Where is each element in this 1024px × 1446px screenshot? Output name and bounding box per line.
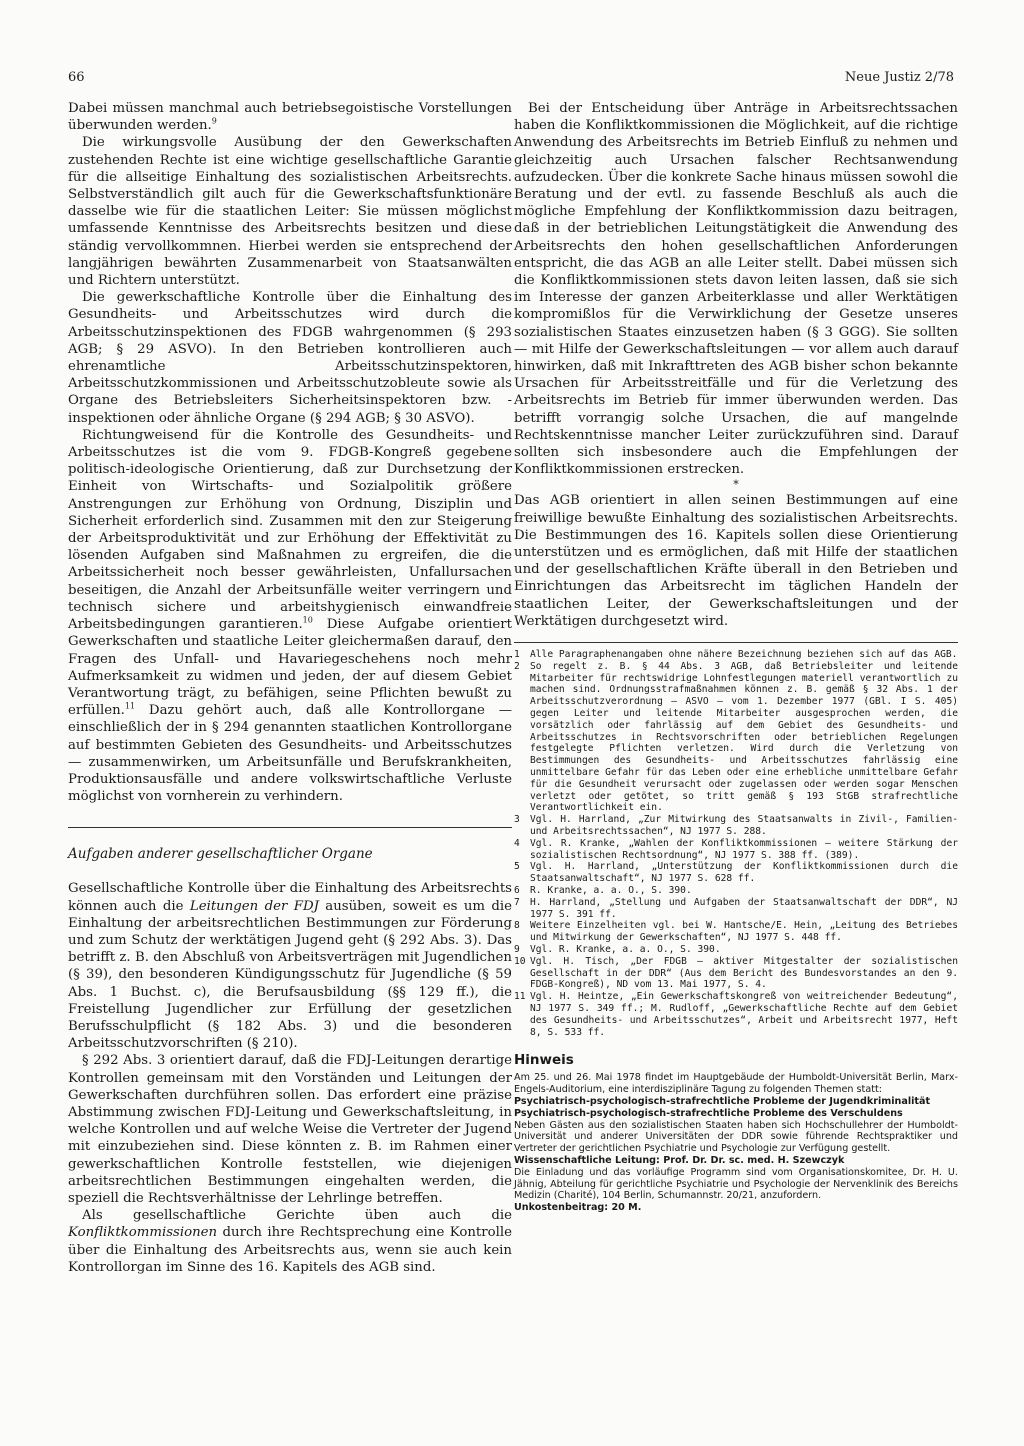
footnote-text: Alle Paragraphenangaben ohne nähere Bezeichnung beziehen sich auf das AGB. — [530, 649, 958, 661]
footnote-item — [514, 661, 958, 814]
footnote-item — [514, 861, 958, 885]
footnote-number: 6 — [514, 885, 520, 897]
notice-leitung: Wissenschaftliche Leitung: Prof. Dr. Dr. sc. med. H. Szewczyk — [514, 1154, 845, 1166]
footnote-list — [514, 649, 958, 1038]
notice-topic: Psychiatrisch-psychologisch-strafrechtliche Probleme des Verschuldens — [514, 1107, 903, 1119]
footnote-item — [514, 956, 958, 991]
right-column — [514, 100, 958, 1214]
notice-invitation: Die Einladung und das vorläufige Programm sind vom Organisationskomitee, Dr. H. U. Jähnig, Abteilung für gerichtliche Psychiatrie und Psychologie der Nervenklinik des Bereichs Medizin (Charité), 104 Berlin, Schumannstr. 20/21, anzufordern. — [514, 1166, 958, 1202]
footnote-number: 9 — [514, 944, 520, 956]
footnote-number: 1 — [514, 649, 520, 661]
footnote-divider — [514, 642, 958, 643]
footnote-number: 7 — [514, 896, 520, 908]
footnote-text: R. Kranke, a. a. O., S. 390. — [530, 885, 692, 897]
section-divider — [68, 827, 512, 828]
footnote-text: Vgl. H. Harrland, „Zur Mitwirkung des Staatsanwalts in Zivil-, Familien- und Arbeitsrechtssachen“, NJ 1977 S. 288. — [530, 814, 958, 838]
footnote-text: H. Harrland, „Stellung und Aufgaben der Staatsanwaltschaft der DDR“, NJ 1977 S. 391 ff. — [530, 896, 958, 920]
emphasis: Konfliktkommissionen — [68, 1225, 218, 1241]
paragraph: Dabei müssen manchmal auch betriebsegoistische Vorstellungen überwunden werden.$^9$ — [68, 101, 512, 134]
notice-fee: Unkostenbeitrag: 20 M. — [514, 1202, 642, 1214]
footnote-item — [514, 885, 958, 897]
paragraph: Gesellschaftliche Kontrolle über die Einhaltung des Arbeitsrechts können auch die Leitungen der FDJ ausüben, soweit es um die Einhaltung der arbeitsrechtlichen Bestimmungen zur Förderung und zum Schutz der werktätigen Jugend geht (§ 292 Abs. 3). Das betrifft z. B. den Abschluß von Arbeitsverträgen mit Jugendlichen (§ 39), den besonderen Kündigungsschutz für Jugendliche (§ 59 Abs. 1 Buchst. c), die Berufsausbildung (§§ 129 ff.), die Freistellung Jugendlicher zur Erfüllung der gesetzlichen Berufsschulpflicht (§ 182 Abs. 3) und die besonderen Arbeitsschutzvorschriften (§ 210). — [68, 881, 512, 1052]
footnote-item — [514, 920, 958, 944]
page-number: 66 — [68, 70, 85, 85]
footnote-item — [514, 897, 958, 921]
footnote-number: 2 — [514, 660, 520, 672]
paragraph: Bei der Entscheidung über Anträge in Arbeitsrechtssachen haben die Konfliktkommissionen die Möglichkeit, auf die richtige Anwendung des Arbeitsrechts im Betrieb Einfluß zu nehmen und gleichzeitig auch Ursachen falscher Rechtsanwendung aufzudecken. Über die konkrete Sache hinaus müssen sowohl die Beratung und der evtl. zu fassende Beschluß als auch die mögliche Empfehlung der Konfliktkommission dazu beitragen, daß in der betrieblichen Leitungstätigkeit die Anwendung des Arbeitsrechts den hohen gesellschaftlichen Anforderungen entspricht, die das AGB an alle Leiter stellt. Dabei müssen sich die Konfliktkommissionen stets davon leiten lassen, daß sie sich im Interesse der ganzen Arbeiterklasse und aller Werktätigen kompromißlos für die Verwirklichung der Gesetze unseres sozialistischen Staates einzusetzen haben (§ 3 GGG). Sie sollten — mit Hilfe der Gewerkschaftsleitungen — vor allem auch darauf hinwirken, daß mit Inkrafttreten des AGB bisher schon bekannte Ursachen für Arbeitsstreitfälle und für die Verletzung des Arbeitsrechts im Betrieb für immer überwunden werden. Das betrifft vorrangig solche Ursachen, die auf mangelnde Rechtskenntnisse mancher Leiter zurückzuführen sind. Darauf sollten sich insbesondere auch die Empfehlungen der Konfliktkommissionen erstrecken. — [514, 101, 958, 478]
footnote-text: Vgl. R. Kranke, „Wahlen der Konfliktkommissionen — weitere Stärkung der sozialistischen Rechtsordnung“, NJ 1977 S. 388 ff. (389). — [530, 837, 958, 861]
footnote-item — [514, 814, 958, 838]
footnote-item — [514, 838, 958, 862]
footnote-ref[interactable]: 9 — [211, 116, 217, 126]
footnote-text: So regelt z. B. § 44 Abs. 3 AGB, daß Betriebsleiter und leitende Mitarbeiter für rechtswidrige Lohnfestlegungen materiell verantwortlich zu machen sind. Ordnungsstrafmaßnahmen können z. B. gemäß § 32 Abs. 1 der Arbeitsschutzverordnung — ASVO — vom 1. Dezember 1977 (GBl. I S. 405) gegen Leiter und leitende Mitarbeiter ausgesprochen werden, die vorsätzlich oder fahrlässig auf dem Gebiet des Gesundheits- und Arbeitsschutzes in Rechtsvorschriften oder betrieblichen Regelungen festgelegte Pflichten verletzen. Wird durch die Verletzung von Bestimmungen des Gesundheits- und Arbeitsschutzes fahrlässig eine unmittelbare Gefahr für das Leben oder eine erhebliche unmittelbare Gefahr für die Gesundheit verursacht oder zugelassen oder werden sogar Menschen verletzt oder getötet, so tritt gemäß § 193 StGB strafrechtliche Verantwortlichkeit ein. — [530, 660, 958, 814]
paragraph: Als gesellschaftliche Gerichte üben auch die Konfliktkommissionen durch ihre Rechtsprechung eine Kontrolle über die Einhaltung des Arbeitsrechts aus, wenn sie auch kein Kontrollorgan im Sinne des 16. Kapitels des AGB sind. — [68, 1208, 512, 1275]
footnote-item — [514, 649, 958, 661]
footnote-text: Vgl. H. Tisch, „Der FDGB — aktiver Mitgestalter der sozialistischen Gesellschaft in der DDR“ (Aus dem Bericht des Bundesvorstandes an den 9. FDGB-Kongreß), ND vom 13. Mai 1977, S. 4. — [530, 955, 958, 991]
footnote-item — [514, 944, 958, 956]
paragraph: Die wirkungsvolle Ausübung der den Gewerkschaften zustehenden Rechte ist eine wichtige gesellschaftliche Garantie für die allseitige Einhaltung des sozialistischen Arbeitsrechts. Selbstverständlich gilt auch für die Gewerkschaftsfunktionäre dasselbe wie für die staatlichen Leiter: Sie müssen möglichst umfassende Kenntnisse des Arbeitsrechts besitzen und diese ständig vervollkommnen. Hierbei werden sie entsprechend der langjährigen bewährten Zusammenarbeit von Staatsanwälten und Richtern unterstützt. — [68, 135, 512, 289]
footnote-number: 4 — [514, 837, 520, 849]
footnote-ref[interactable]: 11 — [124, 701, 136, 711]
footnote-text: Weitere Einzelheiten vgl. bei W. Hantsche/E. Hein, „Leitung des Betriebes und Mitwirkung der Gewerkschaften“, NJ 1977 S. 448 ff. — [530, 920, 958, 944]
left-column — [68, 100, 512, 1276]
footnote-number: 8 — [514, 920, 520, 932]
emphasis: Leitungen der FDJ — [189, 898, 319, 914]
section-heading: Aufgaben anderer gesellschaftlicher Organe — [68, 846, 373, 863]
notice-topic: Psychiatrisch-psychologisch-strafrechtliche Probleme der Jugendkriminalität — [514, 1095, 931, 1107]
footnote-number: 5 — [514, 861, 520, 873]
notice-guests: Neben Gästen aus den sozialistischen Staaten haben sich Hochschullehrer der Humboldt-Universität und anderer Universitäten der DDR sowie führende Rechtspraktiker und Vertreter der gerichtlichen Psychiatrie und Psychologie zur Verfügung gestellt. — [514, 1119, 958, 1155]
footnote-number: 10 — [514, 955, 526, 967]
footnote-text: Vgl. H. Heintze, „Ein Gewerkschaftskongreß von weitreichender Bedeutung“, NJ 1977 S. 349 ff.; M. Rudloff, „Gewerkschaftliche Rechte auf dem Gebiet des Gesundheits- und Arbeitsschutzes“, Arbeit und Arbeitsrecht 1977, Heft 8, S. 533 ff. — [530, 991, 958, 1038]
footnote-number: 3 — [514, 814, 520, 826]
section-separator-star: * — [733, 478, 739, 492]
notice-heading: Hinweis — [514, 1052, 574, 1069]
footnote-text: Vgl. R. Kranke, a. a. O., S. 390. — [530, 944, 721, 956]
journal-issue: Neue Justiz 2/78 — [844, 70, 954, 85]
footnote-text: Vgl. H. Harrland, „Unterstützung der Konfliktkommissionen durch die Staatsanwaltschaft“, NJ 1977 S. 628 ff. — [530, 861, 958, 885]
footnote-number: 11 — [514, 991, 526, 1003]
paragraph: Das AGB orientiert in allen seinen Bestimmungen auf eine freiwillige bewußte Einhaltung des sozialistischen Arbeitsrechts. Die Bestimmungen des 16. Kapitels sollen diese Orientierung unterstützen und es ermöglichen, daß mit Hilfe der staatlichen und der gesellschaftlichen Kräfte überall in den Betrieben und Einrichtungen das Arbeitsrecht im täglichen Handeln der staatlichen Leiter, der Gewerkschaftsleitungen und der Werktätigen durchgesetzt wird. — [514, 493, 958, 629]
footnote-ref[interactable]: 10 — [302, 615, 313, 625]
notice-intro: Am 25. und 26. Mai 1978 findet im Hauptgebäude der Humboldt-Universität Berlin, Marx-Engels-Auditorium, eine interdisziplinäre Tagung zu folgenden Themen statt: — [514, 1072, 958, 1096]
paragraph: § 292 Abs. 3 orientiert darauf, daß die FDJ-Leitungen derartige Kontrollen gemeinsam mit den Vorständen und Leitungen der Gewerkschaften durchführen sollen. Das erfordert eine präzise Abstimmung zwischen FDJ-Leitung und Gewerkschaftsleitung, in welche Kontrollen und auf welche Weise die Vertreter der Jugend mit einzubeziehen sind. Diese könnten z. B. im Rahmen einer gewerkschaftlichen Kontrolle feststellen, wie diejenigen arbeitsrechtlichen Bestimmungen eingehalten werden, die speziell die Rechtsverhältnisse der Lehrlinge betreffen. — [68, 1053, 512, 1206]
paragraph: Die gewerkschaftliche Kontrolle über die Einhaltung des Gesundheits- und Arbeitsschutzes wird durch die Arbeitsschutzinspektionen des FDGB wahrgenommen (§ 293 AGB; § 29 ASVO). In den Betrieben kontrollieren auch ehrenamtliche Arbeitsschutzinspektoren, Arbeitsschutzkommissionen und Arbeitsschutzobleute sowie als Organe des Betriebsleiters Sicherheitsinspektoren bzw. -inspektionen oder ähnliche Organe (§ 294 AGB; § 30 ASVO). — [68, 290, 512, 426]
paragraph: Richtungweisend für die Kontrolle des Gesundheits- und Arbeitsschutzes ist die vom 9. FDGB-Kongreß gegebene politisch-ideologische Orientierung, daß zur Durchsetzung der Einheit von Wirtschafts- und Sozialpolitik größere Anstrengungen zur Erhöhung von Ordnung, Disziplin und Sicherheit erforderlich sind. Zusammen mit den zur Steigerung der Arbeitsproduktivität und zur Erhöhung der Effektivität zu lösenden Aufgaben sind Maßnahmen zu ergreifen, die die Arbeitssicherheit noch besser gewährleisten, Unfallursachen beseitigen, die Anzahl der Arbeitsunfälle weiter verringern und technisch sichere und arbeitshygienisch einwandfreie Arbeitsbedingungen garantieren.$^{10}$ Diese Aufgabe orientiert Gewerkschaften und staatliche Leiter gleichermaßen darauf, den Fragen des Unfall- und Havariegeschehens noch mehr Aufmerksamkeit zu widmen und jeden, der auf diesem Gebiet Verantwortung trägt, zu befähigen, seine Pflichten bewußt zu erfüllen.$^{11}$ Dazu gehört auch, daß alle Kontrollorgane — einschließlich der in § 294 genannten staatlichen Kontrollorgane auf bestimmten Gebieten des Gesundheits- und Arbeitsschutzes — zusammenwirken, um Arbeitsunfälle und Berufskrankheiten, Produktionsausfälle und andere volkswirtschaftliche Verluste möglichst von vornherein zu verhindern. — [68, 427, 512, 805]
footnote-item — [514, 991, 958, 1038]
